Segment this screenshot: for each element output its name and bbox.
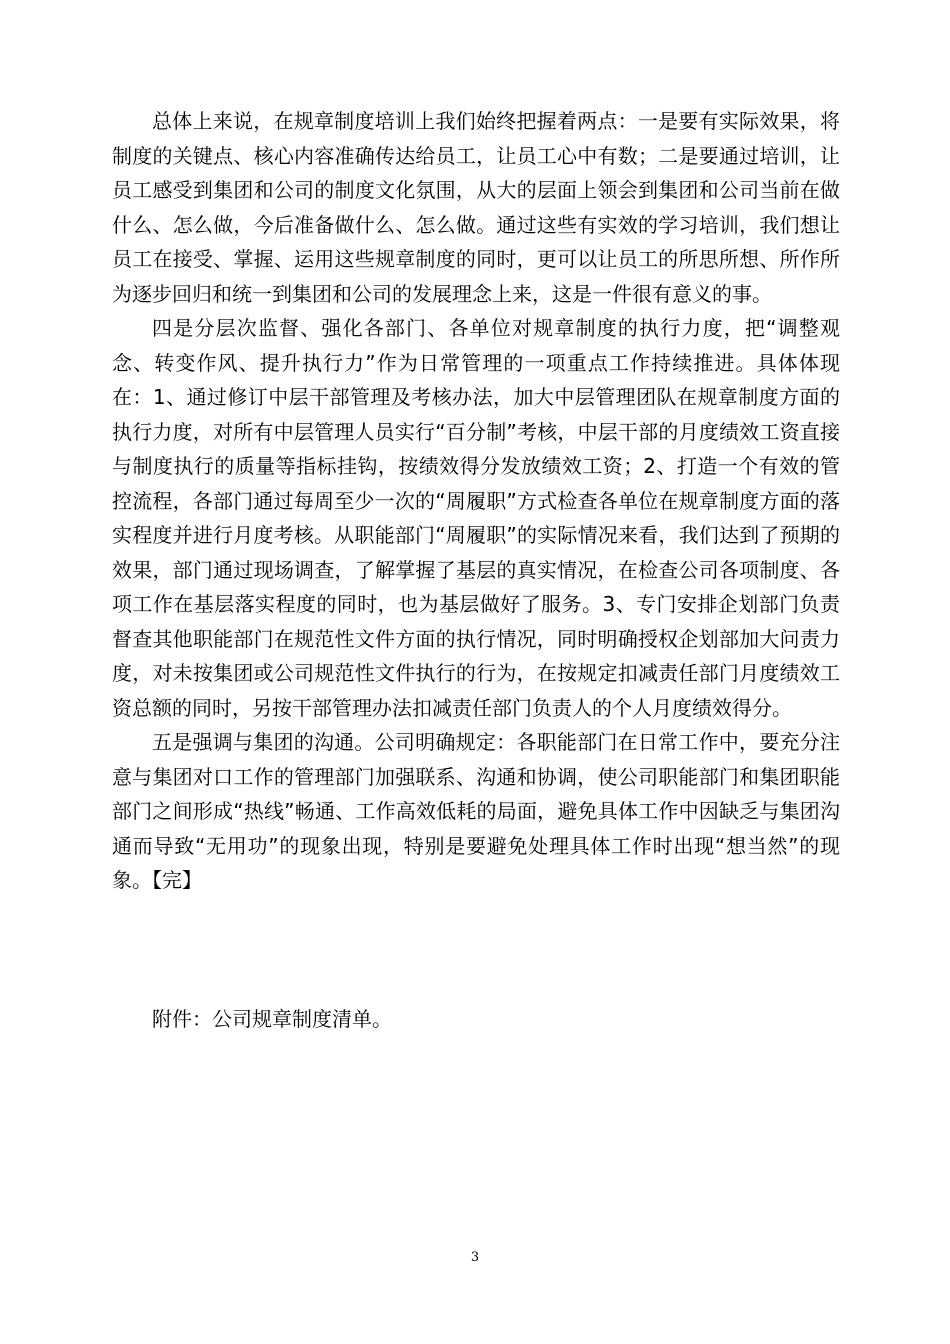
paragraph-point-five: 五是强调与集团的沟通。公司明确规定：各职能部门在日常工作中，要充分注意与集团对口工作的管理部门加强联系、沟通和协调，使公司职能部门和集团职能部门之间形成“热线”畅通、工作高效低耗的局面，避免具体工作中因缺乏与集团沟通而导致“无用功”的现象出现，特别是要避免处理具体工作时出现“想当然”的现象。【完】 [112,730,840,892]
paragraph-point-four: 四是分层次监督、强化各部门、各单位对规章制度的执行力度，把“调整观念、转变作风、提升执行力”作为日常管理的一项重点工作持续推进。具体体现在：1、通过修订中层干部管理及考核办法，加大中层管理团队在规章制度方面的执行力度，对所有中层管理人员实行“百分制”考核，中层干部的月度绩效工资直接与制度执行的质量等指标挂钩，按绩效得分发放绩效工资；2、打造一个有效的管控流程，各部门通过每周至少一次的“周履职”方式检查各单位在规章制度方面的落实程度并进行月度考核。从职能部门“周履职”的实际情况来看，我们达到了预期的效果，部门通过现场调查，了解掌握了基层的真实情况，在检查公司各项制度、各项工作在基层落实程度的同时，也为基层做好了服务。3、专门安排企划部门负责督查其他职能部门在规范性文件方面的执行情况，同时明确授权企划部加大问责力度，对未按集团或公司规范性文件执行的行为，在按规定扣减责任部门月度绩效工资总额的同时，另按干部管理办法扣减责任部门负责人的个人月度绩效得分。 [112,316,840,720]
paragraph-summary: 总体上来说，在规章制度培训上我们始终把握着两点：一是要有实际效果，将制度的关键点、核心内容准确传达给员工，让员工心中有数；二是要通过培训，让员工感受到集团和公司的制度文化氛围，从大的层面上领会到集团和公司当前在做什么、怎么做，今后准备做什么、怎么做。通过这些有实效的学习培训，我们想让员工在接受、掌握、运用这些规章制度的同时，更可以让员工的所思所想、所作所为逐步回归和统一到集团和公司的发展理念上来，这是一件很有意义的事。 [112,109,840,306]
page-number: 3 [470,1250,480,1265]
attachment-note: 附件：公司规章制度清单。 [152,1007,392,1031]
document-body [112,104,840,898]
